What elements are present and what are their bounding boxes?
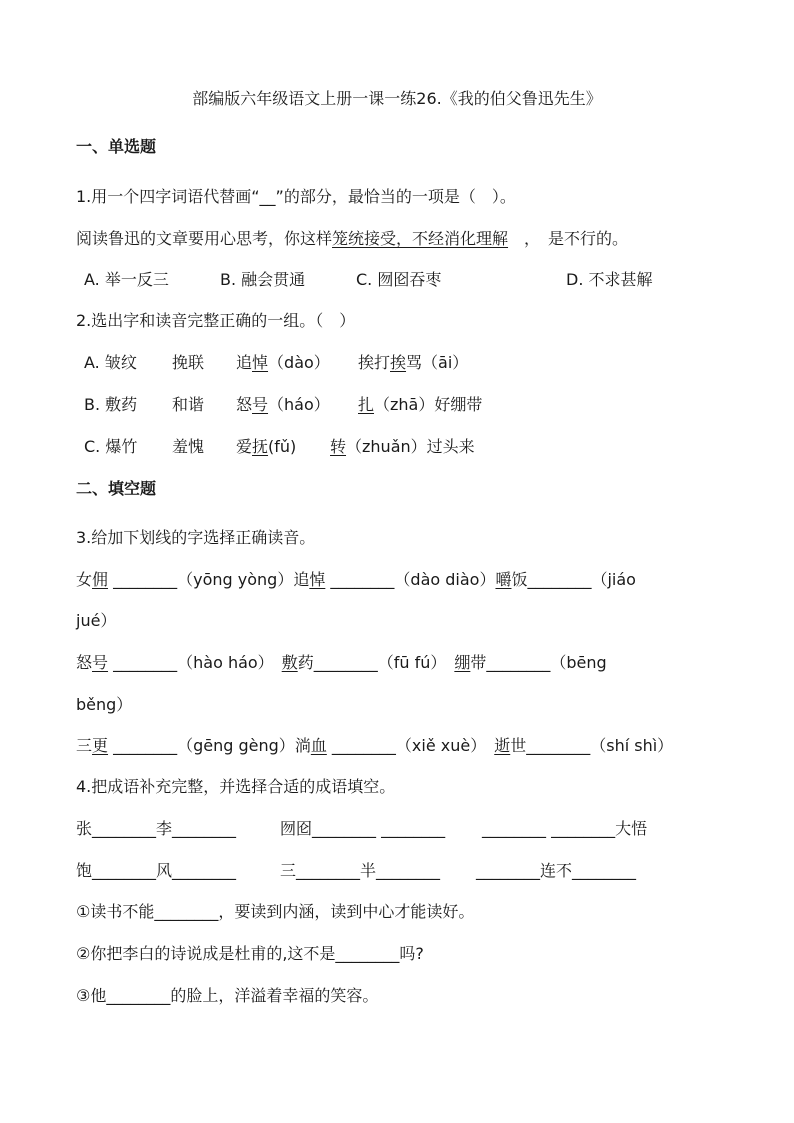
q2-c-word3-char1: 爱 [236,437,253,456]
q3-r3-a: 三 [76,736,93,755]
q3-row1 [76,569,636,591]
q3-r2-underlined1: 号 [92,653,109,672]
q3-r1-b[interactable]: ________（yōng yòng）追 [108,570,310,589]
q2-a-word2: 挽联 [172,353,205,372]
q3-r2-b[interactable]: ________（hào háo） [108,653,282,672]
q2-stem: 2.选出字和读音完整正确的一组。（ ） [76,311,356,330]
q4-sentence-1[interactable]: ①读书不能________，要读到内涵，读到中心才能读好。 [76,902,475,921]
q2-c-word3-pinyin: (fǔ) [268,437,297,456]
q2-b-word1: B. 敷药 [84,395,138,414]
q3-r1-d[interactable]: 饭________（jiáo [511,570,636,589]
q3-r3-underlined2: 血 [310,736,327,755]
q3-r3-b[interactable]: ________（gēng gèng） [108,736,295,755]
q1-stem: 1.用一个四字词语代替画“__”的部分，最恰当的一项是（ ）。 [76,187,516,206]
q3-r1-underlined3: 嚼 [495,570,512,589]
q3-r3-underlined1: 更 [92,736,109,755]
q3-r1-underlined2: 悼 [309,570,326,589]
q3-r2-c[interactable]: 药________（fū fú） [297,653,455,672]
q3-row1-cont: jué） [76,611,117,630]
q2-a-word4-end: 骂（āi） [406,353,469,372]
q1-option-c[interactable]: C. 囫囵吞枣 [356,270,442,289]
q3-r1-c[interactable]: ________（dào diào） [325,570,496,589]
q2-c-word1: C. 爆竹 [84,437,138,456]
q3-r2-a: 怒 [76,653,93,672]
q3-r3-e[interactable]: 世________（shí shì） [510,736,674,755]
q2-b-word4-end: （zhā）好绷带 [374,395,483,414]
q3-row3 [76,735,673,757]
section-single-choice: 一、单选题 [76,137,157,156]
q3-r1-underlined1: 佣 [92,570,109,589]
q4-sentence-3[interactable]: ③他________的脸上，洋溢着幸福的笑容。 [76,986,379,1005]
q3-r2-underlined2: 敷 [281,653,298,672]
q3-stem: 3.给加下划线的字选择正确读音。 [76,528,316,547]
q4-idiom-2[interactable]: 囫囵________ ________ [280,819,446,838]
q2-a-word3-pinyin: （dào） [268,353,330,372]
q2-a-word1: A. 皱纹 [84,353,137,372]
q3-r2-underlined3: 绷 [454,653,471,672]
section-fill-blank: 二、填空题 [76,479,157,498]
q3-r3-underlined3: 逝 [494,736,511,755]
q2-a-word3-char1: 追 [236,353,253,372]
q2-b-word3-pinyin: （háo） [268,395,330,414]
q3-row2 [76,652,607,674]
q2-c-word4-underlined: 转 [330,437,347,456]
q1-option-b[interactable]: B. 融会贯通 [220,270,306,289]
q2-c-word3-underlined: 抚 [252,437,269,456]
q1-sentence-start: 阅读鲁迅的文章要用心思考，你这样 [76,229,333,248]
q3-r3-d[interactable]: ________（xiě xuè） [326,736,495,755]
q3-r1-a: 女 [76,570,93,589]
q2-b-word3-char1: 怒 [236,395,253,414]
q2-a-word3-underlined: 悼 [252,353,269,372]
q2-c-word2: 羞愧 [172,437,205,456]
q1-option-d[interactable]: D. 不求甚解 [566,270,653,289]
q4-idiom-3[interactable]: ________ ________大悟 [482,819,648,838]
q2-b-word3-underlined: 号 [252,395,269,414]
q4-idiom-4[interactable]: 饱________风________ [76,861,237,880]
q4-sentence-2[interactable]: ②你把李白的诗说成是杜甫的,这不是________吗? [76,944,424,963]
q1-sentence [76,228,628,250]
q2-c-word4-end: （zhuǎn）过头来 [346,437,475,456]
q4-idiom-6[interactable]: ________连不________ [476,861,637,880]
q2-a-word4-underlined: 挨 [390,353,407,372]
q2-b-word2: 和谐 [172,395,205,414]
q1-underlined-phrase: 笼统接受，不经消化理解 [332,229,509,248]
q1-option-a[interactable]: A. 举一反三 [84,270,169,289]
q2-b-word4-underlined: 扎 [358,395,375,414]
q4-idiom-1[interactable]: 张________李________ [76,819,237,838]
q4-stem: 4.把成语补充完整，并选择合适的成语填空。 [76,777,396,796]
q2-a-word4-start: 挨打 [358,353,391,372]
q4-idiom-5[interactable]: 三________半________ [280,861,441,880]
q3-row2-cont: běng） [76,695,133,714]
page-title: 部编版六年级语文上册一课一练26.《我的伯父鲁迅先生》 [192,89,602,108]
q3-r3-c: 淌 [294,736,311,755]
q3-r2-d[interactable]: 带________（bēng [470,653,607,672]
q1-sentence-end: ， 是不行的。 [508,229,629,248]
